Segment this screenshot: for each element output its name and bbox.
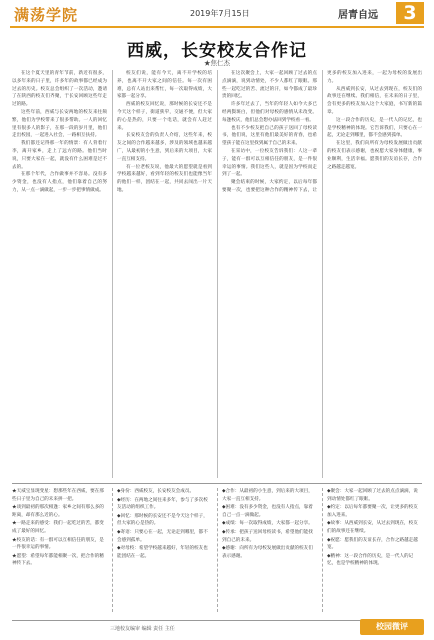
column-separator [112,488,113,612]
article-body [12,70,422,478]
fact-item: ★谈到最初的那次相逢：家乡之间有那么多的距离，却有那么近的心。 [12,505,104,518]
article-paragraph: 在采访中，一位校友告诉我们：人这一辈子，能有一群可以互相信任的朋友，是一件很幸运的事情。我们这些人，就是因为学校而走到了一起。 [222,148,317,178]
article-paragraph: 长安校友会的负责人介绍，这些年来，校友之间的合作越来越多，涉及的领域也越来越广，从最初的小生意，到后来的大项目，大家一直互相支持。 [117,133,212,162]
page-number-badge: 3 [396,2,424,24]
section-divider [12,483,422,484]
article-paragraph: 在那个年代，合作做事并不容易。没有多少资金，也没有人指点，他们靠着自己的努力，从一点一滴做起，一步一步把事情做成。 [12,172,107,193]
footer-badge: 校园微评 [360,619,424,635]
fact-item: ◆合作：从最初的小生意，到后来的大项目，大家一直互相支持。 [222,489,313,502]
fact-item: ◆精神：这一段合作的历史，是一代人的记忆，也是学校精神的体现。 [327,553,414,567]
fact-item: ◆感谢：向所有为母校发展做出贡献的校友们表示感谢。 [222,546,313,559]
article-paragraph: 西威的校友回忆说，那时候的长安还不是今天这个样子，街道狭窄，交通不便，但大家的心是热的，只要一个电话，就会有人赶过来。 [117,102,212,131]
article-paragraph: 我们都还记得那一年的情景：有人背着行李，离开家乡，走上了远方的路。他们当时说，只要大家在一起，就没有什么困难是过不去的。 [12,141,107,170]
fact-columns [12,488,422,612]
fact-item: ◆困难：没有多少资金，也没有人指点，靠着自己一点一滴做起。 [222,505,313,518]
masthead [0,0,434,26]
fact-item: ★一路走来的感受：我们一起吃过的苦，都变成了最好的回忆。 [12,521,104,534]
fact-item: ◆身份：西威校友，长安校友会成员。 [117,489,195,494]
article-paragraph: 这一段合作的历史，是一代人的记忆，也是学校精神的体现。它告诉我们，只要心在一起，无论走到哪里，都不会感到孤单。 [327,117,422,139]
article-paragraph: 在这次聚会上，大家一起回顾了过去的点点滴滴，说到动情处，不少人都红了眼眶。那些一起吃过的苦、流过的汗，如今都成了最珍贵的回忆。 [222,71,317,100]
column-separator [322,488,323,612]
article-paragraph: 许多年过去了，当年的年轻人如今大多已经两鬓斑白，但他们对母校的感情从未改变。每逢校庆，他们总会想办法回到学校看一看。 [222,102,317,123]
fact-item: ◆聚会：大家一起回顾了过去的点点滴滴，说到动情处都红了眼眶。 [327,489,418,502]
article-paragraph: 有一位老校友说，他最大的愿望就是看到学校越来越好，看到年轻的校友们也能像当年的他们一样，团结在一起，共同去闯出一片天地。 [117,164,212,193]
fact-column [117,488,211,612]
fact-item: ◆对母校：希望学校越来越好，年轻的校友也能团结在一起。 [117,546,208,559]
fact-column [12,488,106,612]
fact-item: ★校友的话：有一群可以互相信任的朋友，是一件很幸运的事情。 [12,537,104,551]
article-paragraph: 在这个夏天里的青年节前，新近有很多，以多年来的日子里，许多年的故事都已经成为过去的历史。校友总会组织了一次活动，邀请了在陕西的校友们齐聚，于长安回顾这些年走过的路。 [12,71,107,108]
fact-item: ◆经历：在两地之间往来多年，参与了多次校友活动的组织工作。 [117,497,208,511]
fact-item: ◆回忆：那时候的长安还不是今天这个样子，但大家的心是热的。 [117,513,208,527]
fact-item: ◆传承：把孩子送回母校读书，希望他们能找到自己的未来。 [222,529,313,543]
article-paragraph: 这些年前，西威与长安两地的校友来往频繁，他们为学校带来了很多帮助。一人的回忆里有很多人的影子，在那一段的岁月里，他们走出校园，一起进入社会，一路相互扶持。 [12,109,107,139]
fact-item: ★天威宝显现变星：想那些年在西威，要在那些日子里为自己的未来拼一把。 [12,489,104,502]
article-paragraph: 从西威到长安，从过去到现在，校友们的故事还在继续。我们相信，在未来的日子里，会有更多的校友加入这个大家庭，书写新的篇章。 [327,86,422,115]
article-paragraph: 聚会结束的时候，大家约定，以后每年都要聚一次，也要把这种合作的精神传下去，让更多的校友加入进来，一起为母校的发展出力。 [222,71,422,193]
masthead-rule [10,26,424,28]
article-paragraph: 也有不少校友把自己的孩子送回了母校读书，他们说，这里有他们最美好的青春，也希望孩子能在这里找到属于自己的未来。 [222,125,317,147]
fact-item: ◆故事：从西威到长安，从过去到现在，校友们的故事还在继续。 [327,521,418,534]
article-paragraph: 在这里，我们向所有为母校发展做出贡献的校友们表示感谢，也祝愿大家身体健康，事业顺利，生活幸福。愿我们的友谊长存，合作之路越走越宽。 [327,141,422,170]
column-separator [217,488,218,612]
fact-item: ◆成绩：每一次取得成绩，大家都一起分享。 [222,521,313,527]
article-paragraph: 校友们说，能有今天，离不开学校的培养，也离不开大家之间的信任。每一次有困难，总有人站出来帮忙，每一次取得成绩，大家都一起分享。 [117,71,212,100]
fact-column [327,488,421,612]
fact-item: ◆约定：以后每年都要聚一次，让更多的校友加入进来。 [327,505,418,518]
fact-item: ★愿望：希望每年都能相聚一次，把合作的精神传下去。 [12,553,104,567]
issue-date: 2019年7月15日 [190,9,250,18]
fact-item: ◆祝愿：愿我们的友谊长存，合作之路越走越宽。 [327,537,418,551]
fact-column [222,488,316,612]
fact-item: ◆寄语：只要心在一起，无论走到哪里，都不会感到孤单。 [117,529,208,543]
footer-credits: 三地校友编审 编辑 责任 主任 [110,626,175,632]
article-byline: ★焦仁杰 [204,59,230,67]
newspaper-logo: 满荡学院 [14,6,79,24]
section-title: 居青自远 [338,10,378,21]
article-title: 西威，长安校友合作记 [127,41,307,61]
